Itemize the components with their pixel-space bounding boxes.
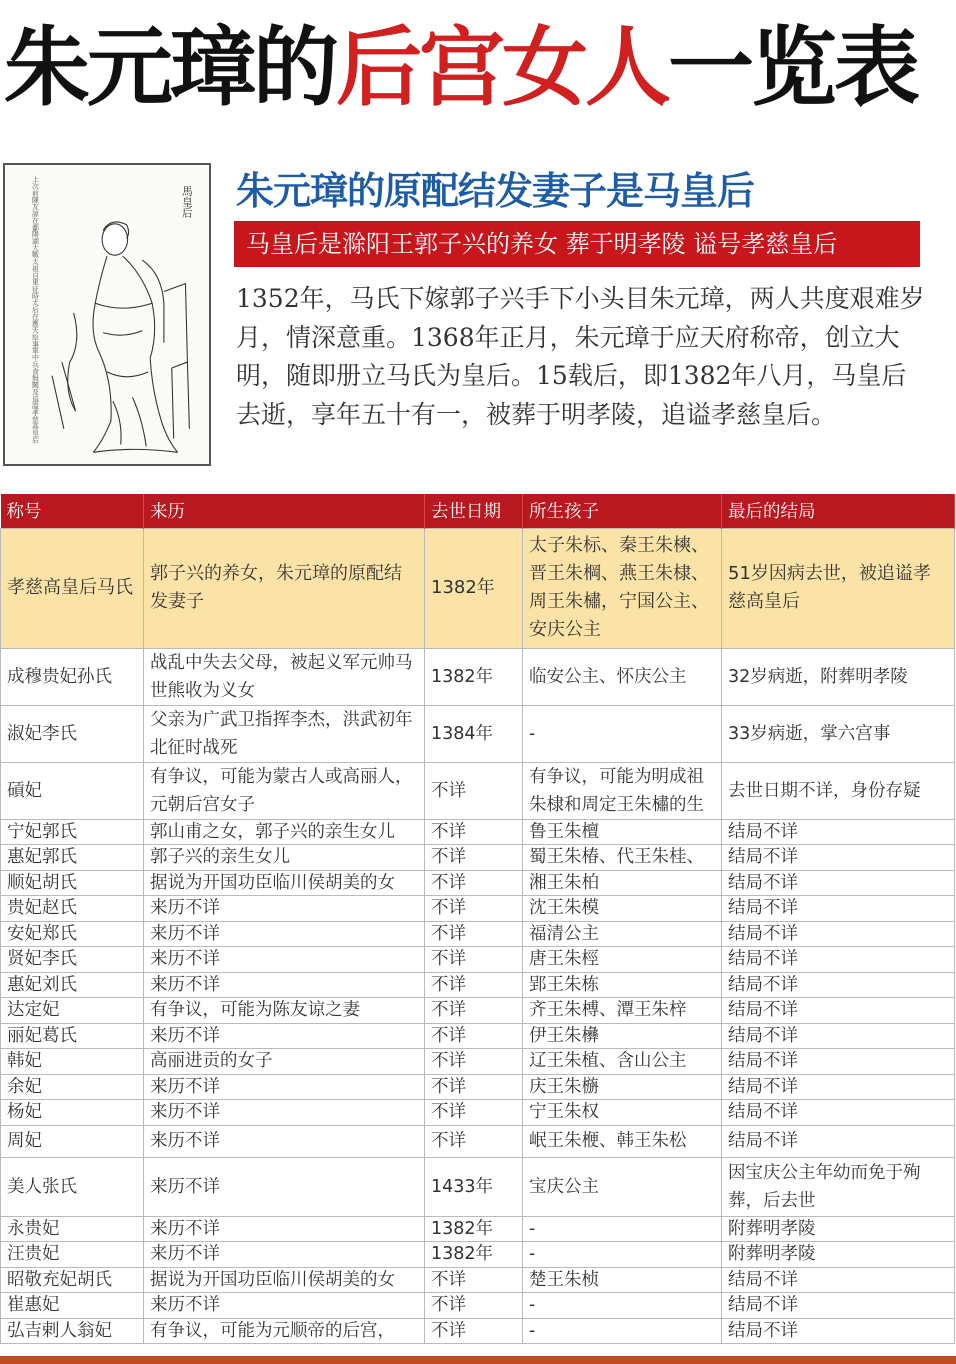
cell-outcome: 结局不详 [722, 870, 955, 896]
cell-outcome: 结局不详 [722, 1074, 955, 1100]
header-death-date: 去世日期 [425, 494, 523, 528]
page-title [4, 18, 917, 118]
cell-title: 顺妃胡氏 [1, 870, 144, 896]
cell-children: 伊王朱㰘 [523, 1023, 722, 1049]
cell-outcome: 结局不详 [722, 921, 955, 947]
title-part-3: 一览表 [668, 18, 917, 118]
cell-outcome: 结局不详 [722, 1100, 955, 1126]
table-row [1, 1100, 955, 1126]
cell-children: - [523, 705, 722, 762]
title-part-2-highlight: 后宫女人 [336, 18, 668, 118]
table-row [1, 1074, 955, 1100]
cell-death-date: 不详 [425, 921, 523, 947]
cell-outcome: 51岁因病去世，被追谥孝慈高皇后 [722, 528, 955, 648]
cell-title: 孝慈高皇后马氏 [1, 528, 144, 648]
cell-outcome: 结局不详 [722, 1049, 955, 1075]
cell-title: 丽妃葛氏 [1, 1023, 144, 1049]
cell-origin: 来历不详 [144, 1023, 425, 1049]
cell-origin: 来历不详 [144, 896, 425, 922]
cell-title: 余妃 [1, 1074, 144, 1100]
table-row [1, 1157, 955, 1216]
cell-death-date: 不详 [425, 972, 523, 998]
table-row [1, 705, 955, 762]
cell-children: 岷王朱楩、韩王朱松 [523, 1125, 722, 1157]
table-header-row [1, 494, 955, 528]
cell-children: - [523, 1216, 722, 1242]
cell-title: 崔惠妃 [1, 1293, 144, 1319]
header-title: 称号 [1, 494, 144, 528]
cell-death-date: 不详 [425, 1023, 523, 1049]
cell-children: 蜀王朱椿、代王朱桂、 [523, 845, 722, 871]
table-row [1, 845, 955, 871]
cell-title: 贵妃赵氏 [1, 896, 144, 922]
empress-ma-portrait [3, 163, 211, 466]
cell-title: 达定妃 [1, 998, 144, 1024]
cell-children: 临安公主、怀庆公主 [523, 648, 722, 705]
table-row [1, 1242, 955, 1268]
table-row [1, 921, 955, 947]
table-row [1, 947, 955, 973]
cell-outcome: 结局不详 [722, 947, 955, 973]
cell-origin: 来历不详 [144, 1100, 425, 1126]
cell-title: 汪贵妃 [1, 1242, 144, 1268]
cell-outcome: 结局不详 [722, 896, 955, 922]
cell-children: 齐王朱榑、潭王朱梓 [523, 998, 722, 1024]
table-row [1, 1216, 955, 1242]
cell-origin: 来历不详 [144, 1293, 425, 1319]
cell-death-date: 不详 [425, 1293, 523, 1319]
cell-death-date: 不详 [425, 762, 523, 819]
table-row [1, 1318, 955, 1344]
cell-outcome: 附葬明孝陵 [722, 1242, 955, 1268]
cell-origin: 有争议，可能为元顺帝的后宫， [144, 1318, 425, 1344]
cell-death-date: 1382年 [425, 1242, 523, 1268]
cell-origin: 郭子兴的养女，朱元璋的原配结发妻子 [144, 528, 425, 648]
cell-death-date: 不详 [425, 998, 523, 1024]
cell-children: 有争议，可能为明成祖朱棣和周定王朱橚的生 [523, 762, 722, 819]
cell-title: 韩妃 [1, 1049, 144, 1075]
cell-outcome: 32岁病逝，附葬明孝陵 [722, 648, 955, 705]
cell-death-date: 不详 [425, 896, 523, 922]
cell-title: 美人张氏 [1, 1157, 144, 1216]
cell-outcome: 因宝庆公主年幼而免于殉葬，后去世 [722, 1157, 955, 1216]
table-row [1, 819, 955, 845]
cell-title: 宁妃郭氏 [1, 819, 144, 845]
portrait-drawing [5, 165, 209, 464]
portrait-caption-right: 馬皇后 [180, 185, 194, 218]
cell-death-date: 1382年 [425, 648, 523, 705]
cell-origin: 来历不详 [144, 1216, 425, 1242]
table-row [1, 896, 955, 922]
cell-children: - [523, 1242, 722, 1268]
cell-children: 郢王朱栋 [523, 972, 722, 998]
intro-paragraph: 1352年，马氏下嫁郭子兴手下小头目朱元璋，两人共度艰难岁月，情深意重。1368年正月，朱元璋于应天府称帝，创立大明，随即册立马氏为皇后。15载后，即1382年八月，马皇后去逝，享年五十有一，被葬于明孝陵，追谥孝慈皇后。 [236, 284, 925, 429]
cell-title: 贤妃李氏 [1, 947, 144, 973]
cell-outcome: 去世日期不详，身份存疑 [722, 762, 955, 819]
svg-text:上次前陳友諒在鄱陽湖大戰太祖自東征時太后在應天給事軍中兵食無: 上次前陳友諒在鄱陽湖大戰太祖自東征時太后在應天給事軍中兵食無闕及追諡孝慈高皇后 [30, 175, 39, 444]
table-row [1, 1049, 955, 1075]
cell-origin: 父亲为广武卫指挥李杰，洪武初年北征时战死 [144, 705, 425, 762]
cell-death-date: 1433年 [425, 1157, 523, 1216]
cell-title: 碽妃 [1, 762, 144, 819]
header-origin: 来历 [144, 494, 425, 528]
cell-death-date: 1382年 [425, 1216, 523, 1242]
cell-outcome: 结局不详 [722, 998, 955, 1024]
cell-origin: 来历不详 [144, 972, 425, 998]
cell-children: 唐王朱桱 [523, 947, 722, 973]
cell-outcome: 33岁病逝，掌六宫事 [722, 705, 955, 762]
cell-death-date: 1382年 [425, 528, 523, 648]
table-row [1, 998, 955, 1024]
table-row-highlighted [1, 528, 955, 648]
cell-title: 淑妃李氏 [1, 705, 144, 762]
cell-children: - [523, 1293, 722, 1319]
cell-origin: 郭子兴的亲生女儿 [144, 845, 425, 871]
cell-outcome: 结局不详 [722, 1267, 955, 1293]
cell-death-date: 不详 [425, 845, 523, 871]
cell-death-date: 不详 [425, 947, 523, 973]
cell-title: 成穆贵妃孙氏 [1, 648, 144, 705]
cell-title: 杨妃 [1, 1100, 144, 1126]
cell-children: 庆王朱㮵 [523, 1074, 722, 1100]
table-row [1, 1023, 955, 1049]
table-row [1, 1267, 955, 1293]
cell-title: 惠妃刘氏 [1, 972, 144, 998]
portrait-inscription [30, 175, 38, 445]
title-part-1: 朱元璋的 [4, 18, 336, 118]
cell-children: 宁王朱权 [523, 1100, 722, 1126]
intro-banner: 马皇后是滁阳王郭子兴的养女 葬于明孝陵 谥号孝慈皇后 [234, 221, 920, 267]
cell-outcome: 结局不详 [722, 1125, 955, 1157]
cell-outcome: 附葬明孝陵 [722, 1216, 955, 1242]
cell-title: 弘吉剌人翁妃 [1, 1318, 144, 1344]
cell-origin: 来历不详 [144, 1125, 425, 1157]
cell-origin: 来历不详 [144, 947, 425, 973]
header-outcome: 最后的结局 [722, 494, 955, 528]
cell-children: 湘王朱柏 [523, 870, 722, 896]
consorts-table [0, 494, 955, 1344]
bottom-divider [0, 1356, 956, 1364]
cell-origin: 来历不详 [144, 1157, 425, 1216]
cell-origin: 高丽进贡的女子 [144, 1049, 425, 1075]
cell-outcome: 结局不详 [722, 1293, 955, 1319]
cell-death-date: 不详 [425, 870, 523, 896]
cell-children: 宝庆公主 [523, 1157, 722, 1216]
cell-origin: 有争议，可能为陈友谅之妻 [144, 998, 425, 1024]
cell-title: 昭敬充妃胡氏 [1, 1267, 144, 1293]
table-row [1, 1293, 955, 1319]
cell-death-date: 不详 [425, 819, 523, 845]
cell-outcome: 结局不详 [722, 1023, 955, 1049]
cell-children: 福清公主 [523, 921, 722, 947]
cell-children: 沈王朱模 [523, 896, 722, 922]
cell-title: 永贵妃 [1, 1216, 144, 1242]
cell-death-date: 不详 [425, 1074, 523, 1100]
table-row [1, 648, 955, 705]
cell-death-date: 1384年 [425, 705, 523, 762]
cell-outcome: 结局不详 [722, 819, 955, 845]
cell-outcome: 结局不详 [722, 972, 955, 998]
cell-origin: 据说为开国功臣临川侯胡美的女 [144, 1267, 425, 1293]
cell-outcome: 结局不详 [722, 1318, 955, 1344]
table-row [1, 870, 955, 896]
cell-title: 惠妃郭氏 [1, 845, 144, 871]
cell-title: 安妃郑氏 [1, 921, 144, 947]
cell-origin: 郭山甫之女，郭子兴的亲生女儿 [144, 819, 425, 845]
cell-death-date: 不详 [425, 1318, 523, 1344]
cell-title: 周妃 [1, 1125, 144, 1157]
cell-death-date: 不详 [425, 1267, 523, 1293]
table-row [1, 972, 955, 998]
cell-children: 楚王朱桢 [523, 1267, 722, 1293]
cell-death-date: 不详 [425, 1100, 523, 1126]
cell-death-date: 不详 [425, 1049, 523, 1075]
intro-heading: 朱元璋的原配结发妻子是马皇后 [236, 169, 755, 213]
cell-origin: 战乱中失去父母，被起义军元帅马世熊收为义女 [144, 648, 425, 705]
cell-origin: 来历不详 [144, 921, 425, 947]
cell-death-date: 不详 [425, 1125, 523, 1157]
cell-origin: 来历不详 [144, 1242, 425, 1268]
cell-origin: 据说为开国功臣临川侯胡美的女 [144, 870, 425, 896]
table-row [1, 762, 955, 819]
header-children: 所生孩子 [523, 494, 722, 528]
cell-children: 辽王朱植、含山公主 [523, 1049, 722, 1075]
cell-children: 太子朱标、秦王朱樉、晋王朱棡、燕王朱棣、周王朱橚，宁国公主、安庆公主 [523, 528, 722, 648]
figure-lines [52, 222, 189, 452]
cell-outcome: 结局不详 [722, 845, 955, 871]
cell-children: 鲁王朱檀 [523, 819, 722, 845]
cell-origin: 来历不详 [144, 1074, 425, 1100]
cell-children: - [523, 1318, 722, 1344]
table-row [1, 1125, 955, 1157]
cell-origin: 有争议，可能为蒙古人或高丽人，元朝后宫女子 [144, 762, 425, 819]
